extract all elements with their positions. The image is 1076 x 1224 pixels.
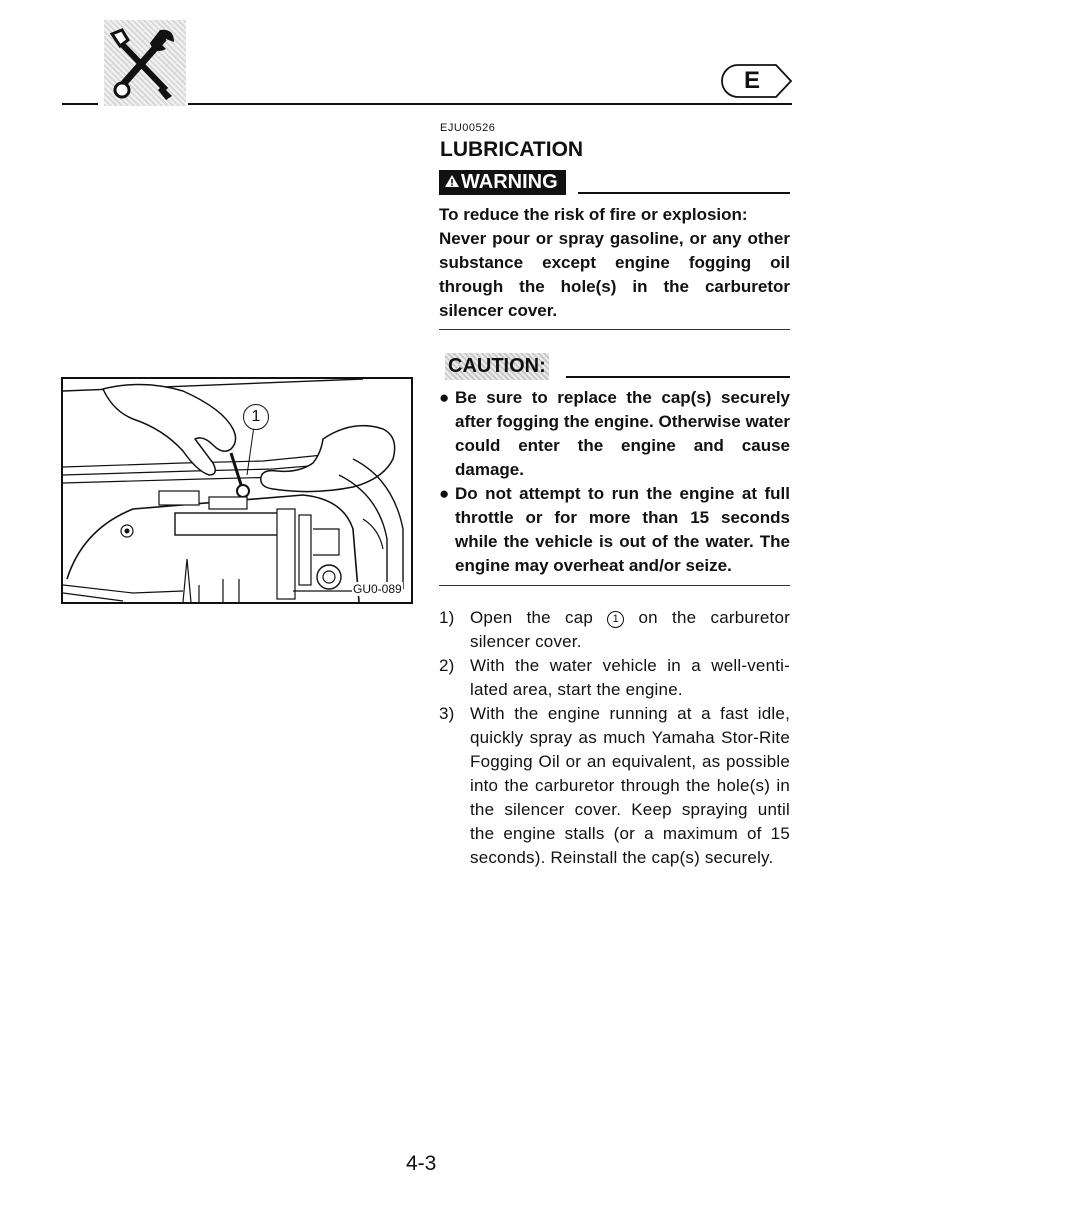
bullet-icon: ● xyxy=(439,484,450,503)
procedure-steps xyxy=(439,606,790,870)
page-number: 4-3 xyxy=(406,1152,437,1175)
callout-marker: 1 xyxy=(607,611,624,628)
warning-rule xyxy=(578,192,790,194)
warning-text xyxy=(439,203,790,323)
caution-item: ● Be sure to replace the cap(s) securely after fogging the engine. Otherwise water could enter the engine and cause damage. xyxy=(439,388,790,479)
caution-item: ● Do not attempt to run the engine at full throttle or for more than 15 seconds while the vehicle is out of the water. The engine may overheat and/or seize. xyxy=(439,484,790,575)
language-badge: E xyxy=(744,67,761,94)
figure-callout: 1 xyxy=(243,404,269,430)
warning-label-box xyxy=(439,170,566,195)
caution-bottom-rule xyxy=(439,585,790,586)
engine-illustration xyxy=(61,377,413,604)
tools-icon xyxy=(104,20,186,106)
warning-bottom-rule xyxy=(439,329,790,330)
warning-label: WARNING xyxy=(461,171,558,193)
step-number: 2) xyxy=(439,656,455,675)
step-item: 2) With the water vehicle in a well-venti-lated area, start the engine. xyxy=(439,656,790,699)
caution-list xyxy=(439,386,790,578)
warning-line: To reduce the risk of fire or explosion: xyxy=(439,205,748,224)
caution-label: CAUTION: xyxy=(445,353,549,380)
step-number: 1) xyxy=(439,608,455,627)
step-item: 3) With the engine running at a fast idle, quickly spray as much Yamaha Stor-Rite Fogging Oil or an equivalent, as possible into the carburetor through the hole(s) in the silencer cover. Keep spraying until the engine stalls (or a maximum of 15 seconds). Reinstall the cap(s) securely. xyxy=(439,704,790,867)
header-rule-left xyxy=(62,103,98,105)
section-code: EJU00526 xyxy=(440,122,496,134)
step-item: 1) Open the cap 1 on the carburetor silencer cover. xyxy=(439,608,790,651)
warning-triangle-icon xyxy=(444,170,460,195)
step-number: 3) xyxy=(439,704,455,723)
figure-code: GU0-089 xyxy=(353,582,402,596)
warning-line: Never pour or spray gasoline, or any other substance except engine fogging oil through the hole(s) in the carburetor silencer cover. xyxy=(439,229,790,320)
header-rule-right xyxy=(188,103,792,105)
bullet-icon: ● xyxy=(439,388,450,407)
section-title: LUBRICATION xyxy=(440,138,584,161)
caution-rule xyxy=(566,376,790,378)
